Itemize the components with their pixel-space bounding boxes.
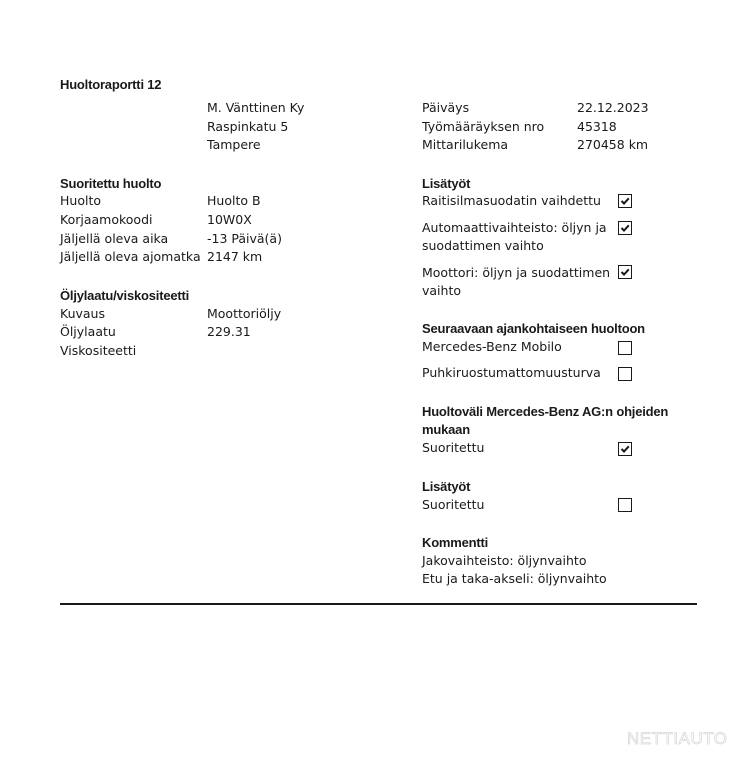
remaining-distance-label: Jäljellä oleva ajomatka <box>60 249 201 264</box>
oil-quality-label: Öljylaatu <box>60 324 116 339</box>
comment-line-2: Etu ja taka-akseli: öljynvaihto <box>422 571 607 586</box>
remaining-time-value: -13 Päivä(ä) <box>207 231 282 246</box>
service-heading: Suoritettu huolto <box>60 176 162 191</box>
extra-work-2-done-checkbox[interactable] <box>618 498 632 512</box>
extra-work-checkbox-3[interactable] <box>618 265 632 279</box>
viscosity-label: Viskositeetti <box>60 343 137 358</box>
workshop-city: Tampere <box>207 137 261 152</box>
workshop-code-value: 10W0X <box>207 212 252 227</box>
oil-heading: Öljylaatu/viskositeetti <box>60 288 190 303</box>
date-value: 22.12.2023 <box>577 100 649 115</box>
extra-work-heading: Lisätyöt <box>422 176 471 191</box>
next-service-heading: Seuraavaan ajankohtaiseen huoltoon <box>422 321 645 336</box>
service-value: Huolto B <box>207 193 261 208</box>
extra-work-checkbox-1[interactable] <box>618 194 632 208</box>
watermark-logo: NETTIAUTO <box>627 729 728 748</box>
report-title: Huoltoraportti 12 <box>60 77 162 92</box>
service-label: Huolto <box>60 193 101 208</box>
checkmark-icon <box>620 444 630 454</box>
rust-protection-checkbox[interactable] <box>618 367 632 381</box>
interval-heading-line1: Huoltoväli Mercedes-Benz AG:n ohjeiden <box>422 404 669 419</box>
work-order-label: Työmääräyksen nro <box>422 119 545 134</box>
extra-work-item-2-line1: Automaattivaihteisto: öljyn ja <box>422 220 607 235</box>
comment-line-1: Jakovaihteisto: öljynvaihto <box>422 553 587 568</box>
odometer-label: Mittarilukema <box>422 137 509 152</box>
divider-line <box>60 603 697 605</box>
comment-heading: Kommentti <box>422 535 489 550</box>
workshop-code-label: Korjaamokoodi <box>60 212 153 227</box>
interval-done-checkbox[interactable] <box>618 442 632 456</box>
date-label: Päiväys <box>422 100 470 115</box>
workshop-name: M. Vänttinen Ky <box>207 100 305 115</box>
remaining-time-label: Jäljellä oleva aika <box>60 231 169 246</box>
extra-work-2-done-label: Suoritettu <box>422 497 485 512</box>
checkmark-icon <box>620 196 630 206</box>
workshop-street: Raspinkatu 5 <box>207 119 289 134</box>
oil-quality-value: 229.31 <box>207 324 251 339</box>
checkmark-icon <box>620 223 630 233</box>
extra-work-item-2-line2: suodattimen vaihto <box>422 238 544 253</box>
oil-description-label: Kuvaus <box>60 306 105 321</box>
interval-heading-line2: mukaan <box>422 422 470 437</box>
mobilo-checkbox[interactable] <box>618 341 632 355</box>
remaining-distance-value: 2147 km <box>207 249 263 264</box>
rust-protection-label: Puhkiruostumattomuusturva <box>422 365 601 380</box>
extra-work-2-heading: Lisätyöt <box>422 479 471 494</box>
odometer-value: 270458 km <box>577 137 649 152</box>
extra-work-item-3-line1: Moottori: öljyn ja suodattimen <box>422 265 611 280</box>
extra-work-item-1: Raitisilmasuodatin vaihdettu <box>422 193 601 208</box>
oil-description-value: Moottoriöljy <box>207 306 282 321</box>
extra-work-checkbox-2[interactable] <box>618 221 632 235</box>
mobilo-label: Mercedes-Benz Mobilo <box>422 339 562 354</box>
interval-done-label: Suoritettu <box>422 440 485 455</box>
extra-work-item-3-line2: vaihto <box>422 283 462 298</box>
work-order-value: 45318 <box>577 119 617 134</box>
checkmark-icon <box>620 267 630 277</box>
